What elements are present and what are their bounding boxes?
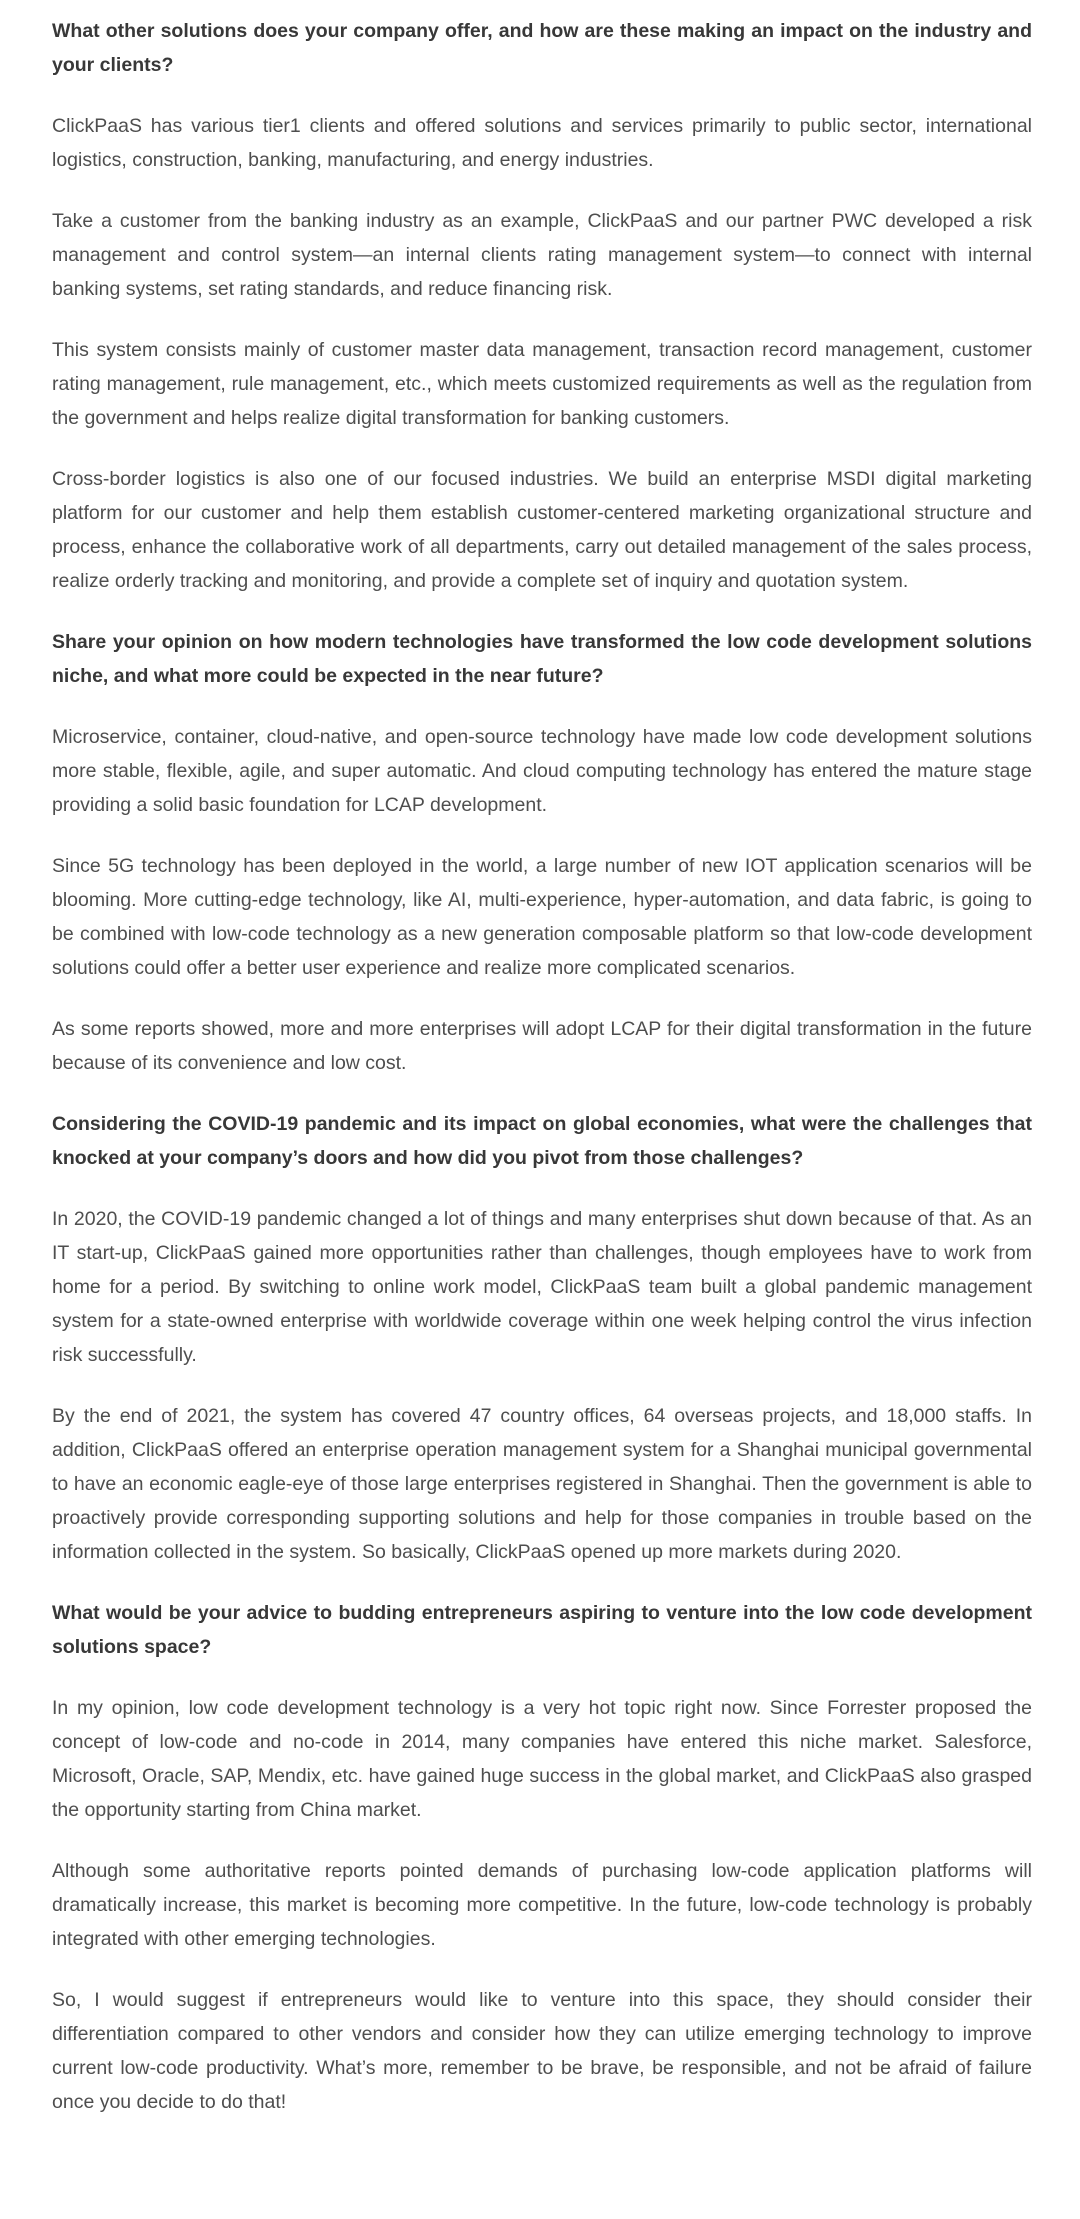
answer-paragraph: By the end of 2021, the system has covered 47 country offices, 64 overseas projects, and 18,000 staffs. In addition, ClickPaaS offered an enterprise operation management system for a Shanghai municipal governmental to have an economic eagle-eye of those large enterprises registered in Shanghai. Then the government is able to proactively provide corresponding supporting solutions and help for those companies in trouble based on the information collected in the system. So basically, ClickPaaS opened up more markets during 2020. [52, 1405, 1032, 1563]
answer-paragraph: Take a customer from the banking industry as an example, ClickPaaS and our partner PWC developed a risk management and control system—an internal clients rating management system—to connect with internal banking systems, set rating standards, and reduce financing risk. [52, 210, 1032, 300]
question-heading: What would be your advice to budding entrepreneurs aspiring to venture into the low code development solutions space? [52, 1602, 1032, 1658]
question-heading: Share your opinion on how modern technologies have transformed the low code development solutions niche, and what more could be expected in the near future? [52, 631, 1032, 687]
interview-article-body [52, 14, 1032, 2119]
answer-paragraph: Although some authoritative reports pointed demands of purchasing low-code application platforms will dramatically increase, this market is becoming more competitive. In the future, low-code technology is probably integrated with other emerging technologies. [52, 1860, 1032, 1950]
answer-paragraph: Microservice, container, cloud-native, and open-source technology have made low code development solutions more stable, flexible, agile, and super automatic. And cloud computing technology has entered the mature stage providing a solid basic foundation for LCAP development. [52, 726, 1032, 816]
answer-paragraph: So, I would suggest if entrepreneurs would like to venture into this space, they should consider their differentiation compared to other vendors and consider how they can utilize emerging technology to improve current low-code productivity. What’s more, remember to be brave, be responsible, and not be afraid of failure once you decide to do that! [52, 1989, 1032, 2113]
answer-paragraph: In 2020, the COVID-19 pandemic changed a lot of things and many enterprises shut down because of that. As an IT start-up, ClickPaaS gained more opportunities rather than challenges, though employees have to work from home for a period. By switching to online work model, ClickPaaS team built a global pandemic management system for a state-owned enterprise with worldwide coverage within one week helping control the virus infection risk successfully. [52, 1208, 1032, 1366]
question-heading: Considering the COVID-19 pandemic and its impact on global economies, what were the challenges that knocked at your company’s doors and how did you pivot from those challenges? [52, 1113, 1032, 1169]
answer-paragraph: ClickPaaS has various tier1 clients and offered solutions and services primarily to public sector, international logistics, construction, banking, manufacturing, and energy industries. [52, 115, 1032, 171]
answer-paragraph: In my opinion, low code development technology is a very hot topic right now. Since Forrester proposed the concept of low-code and no-code in 2014, many companies have entered this niche market. Salesforce, Microsoft, Oracle, SAP, Mendix, etc. have gained huge success in the global market, and ClickPaaS also grasped the opportunity starting from China market. [52, 1697, 1032, 1821]
answer-paragraph: Cross-border logistics is also one of our focused industries. We build an enterprise MSDI digital marketing platform for our customer and help them establish customer-centered marketing organizational structure and process, enhance the collaborative work of all departments, carry out detailed management of the sales process, realize orderly tracking and monitoring, and provide a complete set of inquiry and quotation system. [52, 468, 1032, 592]
answer-paragraph: As some reports showed, more and more enterprises will adopt LCAP for their digital transformation in the future because of its convenience and low cost. [52, 1018, 1032, 1074]
answer-paragraph: This system consists mainly of customer master data management, transaction record management, customer rating management, rule management, etc., which meets customized requirements as well as the regulation from the government and helps realize digital transformation for banking customers. [52, 339, 1032, 429]
question-heading: What other solutions does your company offer, and how are these making an impact on the industry and your clients? [52, 20, 1032, 76]
answer-paragraph: Since 5G technology has been deployed in the world, a large number of new IOT application scenarios will be blooming. More cutting-edge technology, like AI, multi-experience, hyper-automation, and data fabric, is going to be combined with low-code technology as a new generation composable platform so that low-code development solutions could offer a better user experience and realize more complicated scenarios. [52, 855, 1032, 979]
